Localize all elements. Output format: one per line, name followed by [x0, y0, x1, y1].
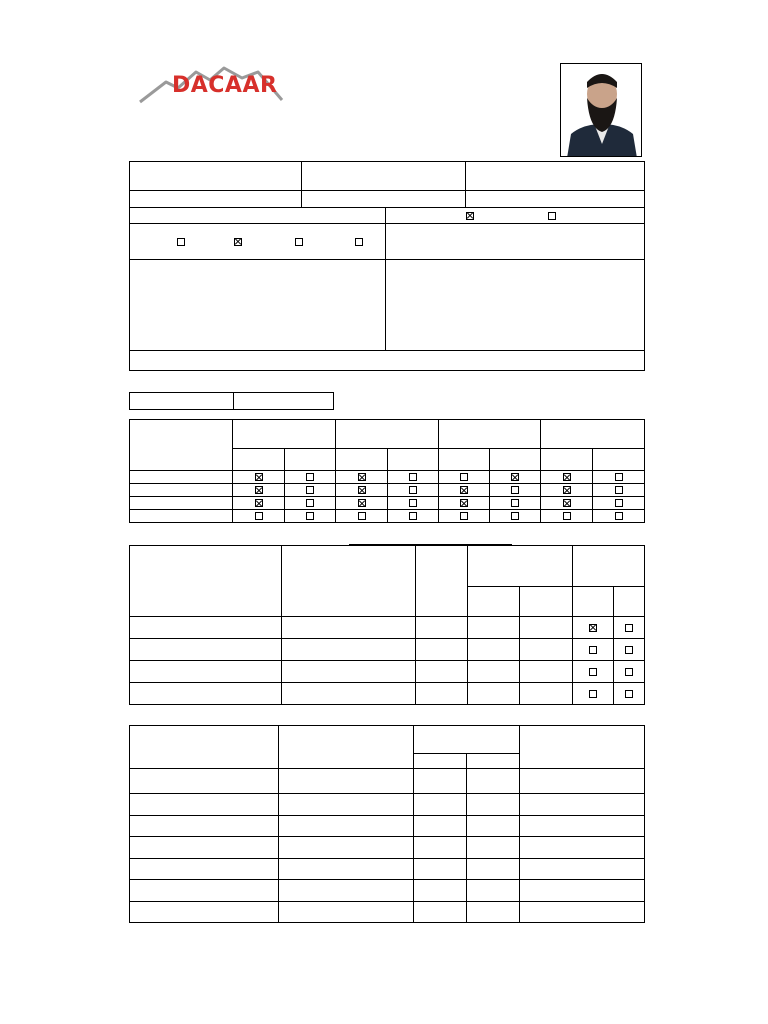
skill-header-2: [336, 420, 439, 449]
employment-subheader: [414, 754, 467, 769]
date-of-birth-field[interactable]: [130, 208, 386, 224]
language-skill-cell: [388, 510, 439, 523]
language-skill-cell: [233, 484, 285, 497]
small-info-label: [130, 393, 234, 410]
language-skill-checkbox[interactable]: [511, 473, 519, 481]
employment-cell[interactable]: [130, 880, 279, 902]
name-value[interactable]: [130, 191, 302, 208]
employment-cell[interactable]: [467, 837, 520, 859]
gender-checkbox-2[interactable]: [548, 212, 556, 220]
employment-cell[interactable]: [130, 837, 279, 859]
education-check-cell: [614, 661, 645, 683]
education-check-cell: [614, 683, 645, 705]
skill-subheader: [336, 449, 388, 471]
education-cell[interactable]: [282, 661, 416, 683]
employment-subheader: [467, 754, 520, 769]
employment-cell[interactable]: [279, 769, 414, 794]
language-skill-checkbox[interactable]: [563, 512, 571, 520]
language-skill-checkbox[interactable]: [563, 486, 571, 494]
language-skill-cell: [233, 510, 285, 523]
employment-cell[interactable]: [467, 815, 520, 837]
skill-subheader: [490, 449, 541, 471]
language-skill-cell: [285, 471, 336, 484]
small-info-value[interactable]: [234, 393, 334, 410]
language-skill-checkbox[interactable]: [563, 499, 571, 507]
language-skill-cell: [336, 510, 388, 523]
language-skill-checkbox[interactable]: [358, 473, 366, 481]
language-skill-checkbox[interactable]: [460, 499, 468, 507]
education-cell[interactable]: [416, 639, 468, 661]
education-cell[interactable]: [130, 661, 282, 683]
employment-cell[interactable]: [279, 794, 414, 816]
skill-header-3: [439, 420, 541, 449]
language-skill-checkbox[interactable]: [460, 512, 468, 520]
education-cell[interactable]: [416, 661, 468, 683]
table-row: [130, 471, 645, 484]
language-skill-cell: [593, 510, 645, 523]
education-header-1: [130, 546, 282, 617]
language-skill-checkbox[interactable]: [615, 499, 623, 507]
employment-cell[interactable]: [414, 837, 467, 859]
education-cell[interactable]: [130, 683, 282, 705]
education-checkbox[interactable]: [625, 624, 633, 632]
table-row: [130, 815, 645, 837]
employment-header-2: [279, 726, 414, 769]
education-cell[interactable]: [130, 639, 282, 661]
marital-status-field: [130, 224, 386, 260]
employment-cell[interactable]: [279, 880, 414, 902]
education-checkbox[interactable]: [589, 668, 597, 676]
language-header: [130, 420, 233, 471]
skill-header-1: [233, 420, 336, 449]
gender-field: [386, 208, 645, 224]
language-name-cell[interactable]: [130, 497, 233, 510]
language-skill-cell: [593, 484, 645, 497]
language-name-cell[interactable]: [130, 484, 233, 497]
employment-cell[interactable]: [130, 858, 279, 880]
marital-checkbox-2[interactable]: [234, 238, 242, 246]
employment-cell[interactable]: [467, 901, 520, 923]
language-skill-cell: [490, 497, 541, 510]
language-skill-checkbox[interactable]: [460, 473, 468, 481]
education-subheader: [468, 587, 520, 617]
language-skill-cell: [439, 510, 490, 523]
language-skill-checkbox[interactable]: [615, 473, 623, 481]
language-skill-checkbox[interactable]: [255, 473, 263, 481]
skill-subheader: [285, 449, 336, 471]
education-cell[interactable]: [520, 639, 573, 661]
skill-subheader: [593, 449, 645, 471]
language-skill-checkbox[interactable]: [255, 486, 263, 494]
employment-cell[interactable]: [130, 794, 279, 816]
employment-cell[interactable]: [467, 769, 520, 794]
employment-cell[interactable]: [467, 880, 520, 902]
language-skill-cell: [336, 497, 388, 510]
permanent-address-field[interactable]: [386, 260, 645, 351]
education-check-cell: [614, 617, 645, 639]
education-checkbox[interactable]: [625, 690, 633, 698]
education-header-4: [468, 546, 573, 587]
small-info-table: [129, 392, 334, 410]
education-check-cell: [573, 683, 614, 705]
education-check-cell: [614, 639, 645, 661]
language-skill-checkbox[interactable]: [306, 499, 314, 507]
education-cell[interactable]: [468, 661, 520, 683]
table-row: [130, 617, 645, 639]
current-address-field[interactable]: [130, 260, 386, 351]
language-skill-cell: [388, 497, 439, 510]
dacaar-logo: [138, 64, 284, 104]
language-skill-checkbox[interactable]: [460, 486, 468, 494]
marital-checkbox-1[interactable]: [177, 238, 185, 246]
language-skill-checkbox[interactable]: [306, 512, 314, 520]
employment-cell[interactable]: [520, 794, 645, 816]
employment-cell[interactable]: [130, 769, 279, 794]
marital-checkbox-4[interactable]: [355, 238, 363, 246]
logo-text: DACAAR: [172, 73, 278, 98]
language-skill-checkbox[interactable]: [511, 499, 519, 507]
employment-cell[interactable]: [414, 815, 467, 837]
language-skill-checkbox[interactable]: [358, 499, 366, 507]
language-skill-checkbox[interactable]: [409, 486, 417, 494]
education-cell[interactable]: [520, 617, 573, 639]
employment-cell[interactable]: [414, 880, 467, 902]
education-checkbox[interactable]: [625, 646, 633, 654]
language-skill-cell: [593, 497, 645, 510]
language-skill-cell: [439, 484, 490, 497]
language-skill-cell: [593, 471, 645, 484]
language-skill-checkbox[interactable]: [511, 486, 519, 494]
language-skills-table: [129, 419, 645, 523]
employment-cell[interactable]: [414, 769, 467, 794]
employment-cell[interactable]: [279, 837, 414, 859]
skill-subheader: [439, 449, 490, 471]
employment-cell[interactable]: [520, 880, 645, 902]
employment-cell[interactable]: [414, 901, 467, 923]
education-subheader: [614, 587, 645, 617]
table-row: [130, 880, 645, 902]
employment-cell[interactable]: [279, 858, 414, 880]
table-row: [130, 683, 645, 705]
language-skill-cell: [541, 484, 593, 497]
employment-cell[interactable]: [279, 901, 414, 923]
education-checkbox[interactable]: [625, 668, 633, 676]
education-check-cell: [573, 661, 614, 683]
employment-cell[interactable]: [520, 837, 645, 859]
education-header-5: [573, 546, 645, 587]
language-skill-checkbox[interactable]: [255, 499, 263, 507]
language-skill-checkbox[interactable]: [563, 473, 571, 481]
education-cell[interactable]: [416, 683, 468, 705]
language-skill-checkbox[interactable]: [511, 512, 519, 520]
language-skill-checkbox[interactable]: [409, 499, 417, 507]
table-row: [130, 510, 645, 523]
table-row: [130, 639, 645, 661]
father-name-value[interactable]: [302, 191, 466, 208]
employment-cell[interactable]: [467, 794, 520, 816]
skill-subheader: [233, 449, 285, 471]
language-skill-checkbox[interactable]: [358, 512, 366, 520]
language-skill-cell: [541, 510, 593, 523]
language-skill-cell: [233, 497, 285, 510]
language-skill-checkbox[interactable]: [255, 512, 263, 520]
education-checkbox[interactable]: [589, 624, 597, 632]
employment-cell[interactable]: [130, 815, 279, 837]
language-skill-checkbox[interactable]: [615, 512, 623, 520]
employment-cell[interactable]: [520, 901, 645, 923]
table-row: [130, 661, 645, 683]
language-skill-cell: [541, 497, 593, 510]
language-skill-checkbox[interactable]: [306, 486, 314, 494]
gender-checkbox-1[interactable]: [466, 212, 474, 220]
language-skill-checkbox[interactable]: [409, 473, 417, 481]
surname-value[interactable]: [466, 191, 645, 208]
language-name-cell[interactable]: [130, 510, 233, 523]
employment-cell[interactable]: [414, 858, 467, 880]
language-skill-checkbox[interactable]: [409, 512, 417, 520]
education-check-cell: [573, 639, 614, 661]
employment-header-4: [520, 726, 645, 769]
skill-header-4: [541, 420, 645, 449]
education-cell[interactable]: [520, 683, 573, 705]
employment-cell[interactable]: [520, 858, 645, 880]
name-field[interactable]: [130, 162, 302, 191]
employment-cell[interactable]: [467, 858, 520, 880]
employment-header-1: [130, 726, 279, 769]
table-row: [130, 769, 645, 794]
language-skill-cell: [388, 484, 439, 497]
employment-cell[interactable]: [279, 815, 414, 837]
language-skill-cell: [541, 471, 593, 484]
education-check-cell: [573, 617, 614, 639]
language-skill-cell: [233, 471, 285, 484]
education-checkbox[interactable]: [589, 646, 597, 654]
employment-cell[interactable]: [414, 794, 467, 816]
education-cell[interactable]: [130, 617, 282, 639]
language-skill-checkbox[interactable]: [358, 486, 366, 494]
education-header-2: [282, 546, 416, 617]
education-cell[interactable]: [468, 639, 520, 661]
language-skill-cell: [490, 471, 541, 484]
education-subheader: [520, 587, 573, 617]
language-skill-checkbox[interactable]: [306, 473, 314, 481]
skill-subheader: [541, 449, 593, 471]
education-cell[interactable]: [520, 661, 573, 683]
language-skill-cell: [490, 510, 541, 523]
language-skill-cell: [388, 471, 439, 484]
education-cell[interactable]: [282, 639, 416, 661]
education-subheader: [573, 587, 614, 617]
table-row: [130, 484, 645, 497]
table-row: [130, 901, 645, 923]
table-row: [130, 497, 645, 510]
table-row: [130, 858, 645, 880]
father-name-field[interactable]: [302, 162, 466, 191]
nationality-field[interactable]: [386, 224, 645, 260]
language-skill-cell: [439, 497, 490, 510]
surname-field[interactable]: [466, 162, 645, 191]
language-skill-cell: [336, 471, 388, 484]
language-skill-cell: [285, 484, 336, 497]
language-skill-checkbox[interactable]: [615, 486, 623, 494]
education-checkbox[interactable]: [589, 690, 597, 698]
language-skill-cell: [285, 497, 336, 510]
education-table: [129, 545, 645, 705]
table-row: [130, 837, 645, 859]
language-skill-cell: [439, 471, 490, 484]
table-row: [130, 794, 645, 816]
education-cell[interactable]: [468, 683, 520, 705]
education-cell[interactable]: [282, 617, 416, 639]
employment-cell[interactable]: [520, 769, 645, 794]
education-cell[interactable]: [468, 617, 520, 639]
education-cell[interactable]: [416, 617, 468, 639]
language-skill-cell: [285, 510, 336, 523]
marital-checkbox-3[interactable]: [295, 238, 303, 246]
education-cell[interactable]: [282, 683, 416, 705]
contact-field[interactable]: [130, 351, 645, 371]
employment-header-3: [414, 726, 520, 754]
employment-cell[interactable]: [130, 901, 279, 923]
language-name-cell[interactable]: [130, 471, 233, 484]
employment-cell[interactable]: [520, 815, 645, 837]
employment-table: [129, 725, 645, 923]
skill-subheader: [388, 449, 439, 471]
personal-info-table: [129, 161, 645, 371]
language-skill-cell: [336, 484, 388, 497]
language-skill-cell: [490, 484, 541, 497]
applicant-photo: [560, 63, 642, 157]
education-header-3: [416, 546, 468, 617]
